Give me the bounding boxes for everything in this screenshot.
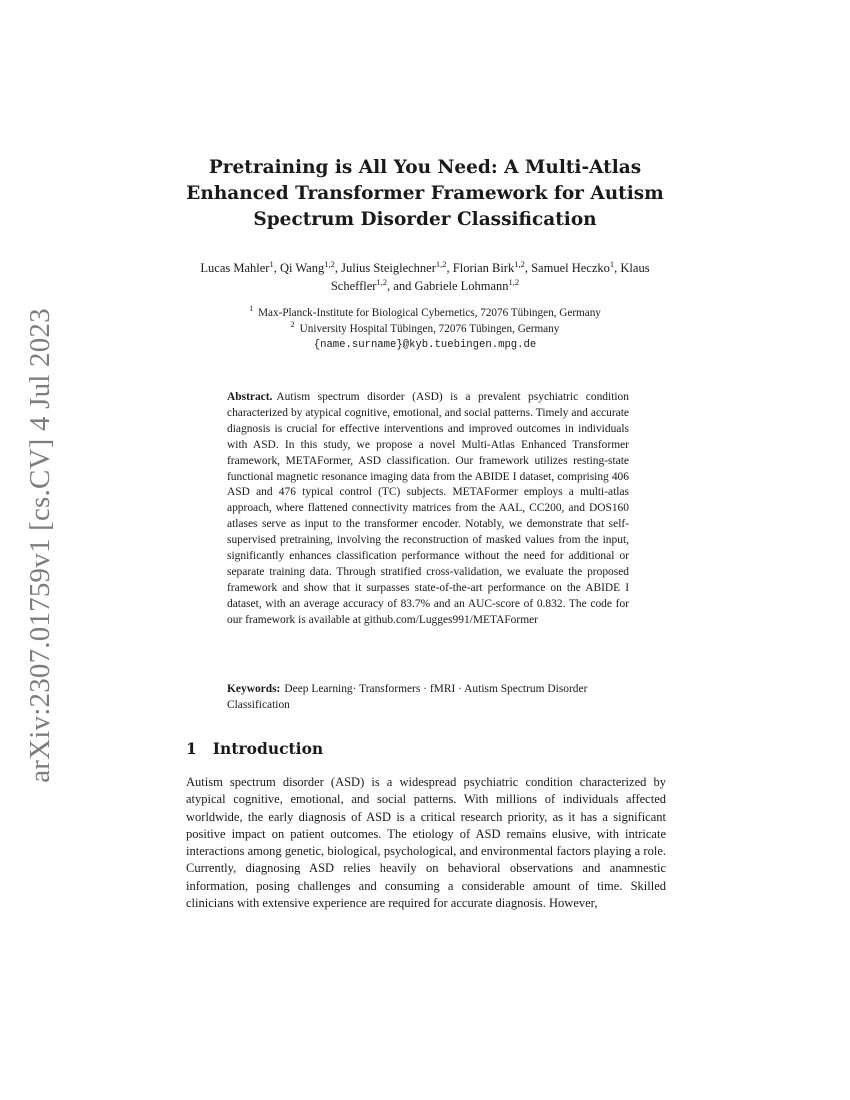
affiliations-block bbox=[160, 305, 690, 353]
author-separator: , bbox=[614, 261, 621, 275]
author-list bbox=[190, 259, 660, 295]
contact-email: {name.surname}@kyb.tuebingen.mpg.de bbox=[313, 339, 537, 351]
author-name: Julius Steiglechner bbox=[341, 261, 436, 275]
author-affiliation-mark: 1,2 bbox=[514, 258, 525, 269]
author-separator: , and bbox=[387, 279, 415, 293]
author-affiliation-mark: 1 bbox=[269, 258, 274, 269]
keywords-label: Keywords: bbox=[227, 683, 281, 695]
author-name: Gabriele Lohmann bbox=[414, 279, 509, 293]
author-affiliation-mark: 1,2 bbox=[508, 276, 520, 287]
keywords bbox=[227, 682, 629, 714]
author-name: Lucas Mahler bbox=[200, 261, 270, 275]
keywords-text: Deep Learning· Transformers · fMRI · Autism Spectrum Disorder Classification bbox=[227, 683, 588, 711]
author-affiliation-mark: 1,2 bbox=[324, 258, 335, 269]
section-number: 1 bbox=[186, 739, 197, 758]
abstract-label: Abstract. bbox=[227, 391, 273, 403]
author-name: Florian Birk bbox=[452, 261, 515, 275]
author-separator: , bbox=[524, 261, 532, 275]
section-heading-introduction bbox=[186, 739, 323, 759]
abstract-text: Autism spectrum disorder (ASD) is a prevalent psychiatric condition characterized by atypical cognitive, emotional, and social patterns. Timely and accurate diagnosis is crucial for effective interventions and improved outcomes in individuals with ASD. In this study, we propose a novel Multi-Atlas Enhanced Transformer framework, METAFormer, ASD classification. Our framework utilizes resting-state functional magnetic resonance imaging data from the ABIDE I dataset, comprising 406 ASD and 476 typical control (TC) subjects. METAFormer employs a multi-atlas approach, where flattened connectivity matrices from the AAL, CC200, and DOS160 atlases serve as input to the transformer encoder. Notably, we demonstrate that self-supervised pretraining, involving the reconstruction of masked values from the input, significantly enhances classification performance without the need for additional or separate training data. Through stratified cross-validation, we evaluate the proposed framework and show that it surpasses state-of-the-art performance on the ABIDE I dataset, with an average accuracy of 83.7% and an AUC-score of 0.832. The code for our framework is available at github.com/Lugges991/METAFormer bbox=[227, 391, 629, 626]
affiliation-text: University Hospital Tübingen, 72076 Tübingen, Germany bbox=[299, 323, 560, 335]
author-name: Klaus Scheffler bbox=[330, 261, 650, 293]
author-name: Samuel Heczko bbox=[531, 261, 610, 275]
paper-title: Pretraining is All You Need: A Multi-Atlas Enhanced Transformer Framework for Autism Spectrum Disorder Classification bbox=[186, 157, 664, 230]
affiliation-2 bbox=[160, 321, 690, 337]
author-separator: , bbox=[334, 261, 342, 275]
author-affiliation-mark: 1,2 bbox=[376, 276, 388, 287]
introduction-paragraph: Autism spectrum disorder (ASD) is a widespread psychiatric condition characterized by atypical cognitive, emotional, and social patterns. With millions of individuals affected worldwide, the early diagnosis of ASD is a critical research priority, as it has a significant positive impact on patient outcomes. The etiology of ASD remains elusive, with intricate interactions among genetic, biological, psychological, and environmental factors playing a role. Currently, diagnosing ASD relies heavily on behavioral observations and anamnestic information, posing challenges and consuming a considerable amount of time. Skilled clinicians with extensive experience are required for accurate diagnosis. However, bbox=[186, 775, 666, 910]
affiliation-1 bbox=[160, 305, 690, 321]
author-affiliation-mark: 1,2 bbox=[435, 258, 447, 269]
affiliation-mark: 2 bbox=[290, 320, 295, 330]
arxiv-identifier: arXiv:2307.01759v1 [cs.CV] 4 Jul 2023 bbox=[23, 307, 56, 783]
arxiv-side-stamp bbox=[18, 307, 62, 783]
author-separator: , bbox=[273, 261, 280, 275]
section-title: Introduction bbox=[212, 739, 324, 758]
author-affiliation-mark: 1 bbox=[609, 258, 615, 269]
abstract bbox=[227, 390, 629, 629]
affiliation-text: Max-Planck-Institute for Biological Cybernetics, 72076 Tübingen, Germany bbox=[258, 307, 601, 319]
affiliation-mark: 1 bbox=[249, 304, 254, 314]
author-name: Qi Wang bbox=[279, 261, 325, 275]
author-separator: , bbox=[446, 261, 453, 275]
